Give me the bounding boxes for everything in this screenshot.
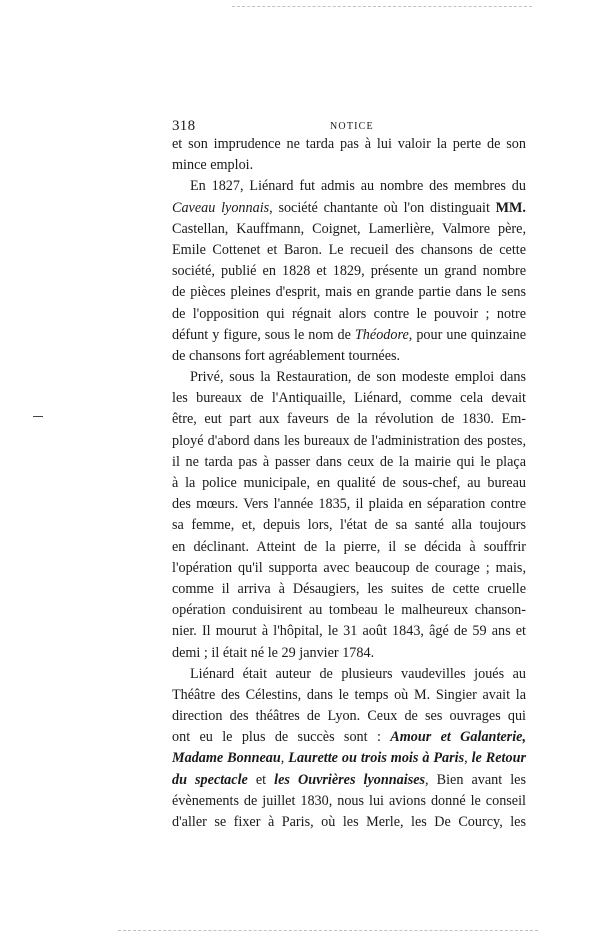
text-line [172,304,526,325]
text-segment: Théodore [354,326,409,343]
text-line [172,325,526,346]
text-line [172,367,526,388]
text-segment: Théâtre des Célestins, dans le temps où M. Singier avait la [172,686,526,703]
text-segment: , [280,750,289,767]
text-line [172,643,526,664]
text-line [172,282,526,303]
text-line [172,685,526,706]
text-segment: de l'opposition qui régnait alors contre le pouvoir ; notre [172,305,526,322]
text-segment: Privé, sous la Restauration, de son modeste emploi dans [190,369,526,386]
text-segment: en déclinant. Atteint de la pierre, il se décida à souffrir [172,538,526,555]
text-segment: nier. Il mourut à l'hôpital, le 31 août 1843, âgé de 59 ans et [172,623,526,640]
text-line [172,346,526,367]
margin-mark [33,416,43,417]
text-line [172,494,526,515]
text-line [172,240,526,261]
text-line [172,706,526,727]
text-line [172,515,526,536]
text-line [172,452,526,473]
scan-artifact-top [232,6,532,7]
body-text [172,134,526,833]
text-segment: ployé d'abord dans les bureaux de l'administration des postes, [172,432,526,449]
text-segment: Castellan, Kauffmann, Coignet, Lamerlière, Valmore père, [172,220,526,237]
text-line [172,579,526,600]
text-segment: Laurette ou trois mois à Paris [288,750,465,767]
text-segment: des mœurs. Vers l'année 1835, il plaida en séparation contre [172,496,526,513]
text-segment: , [464,750,472,767]
text-segment: et son imprudence ne tarda pas à lui valoir la perte de son [172,136,526,152]
text-line [172,198,526,219]
text-segment: mince emploi. [172,157,254,174]
text-segment: il ne tarda pas à passer dans ceux de la mairie qui le plaça [172,453,526,470]
text-line [172,431,526,452]
text-line [172,600,526,621]
text-line [172,621,526,642]
text-segment: , pour une quinzaine [408,326,527,343]
text-segment: évènements de juillet 1830, nous lui avions donné le conseil [172,792,526,809]
text-segment: le Retour [471,750,526,767]
text-line [172,748,526,769]
text-segment: de pièces pleines d'esprit, mais en grande partie dans le sens [172,284,526,301]
text-line [172,537,526,558]
text-segment: En 1827, Liénard fut admis au nombre des membres du [190,178,526,195]
text-segment: MM. [495,199,526,216]
text-segment: opération conduisirent au tombeau le malheureux chanson- [172,602,526,619]
text-line [172,664,526,685]
text-segment: Caveau lyonnais [172,199,270,216]
text-line [172,727,526,748]
text-segment: sa femme, et, depuis lors, l'état de sa santé alla toujours [172,517,526,534]
text-line [172,155,526,176]
text-segment: les Ouvrières lyonnaises [274,771,426,788]
text-line [172,261,526,282]
text-line [172,176,526,197]
text-segment: l'opération qu'il supporta avec beaucoup de courage ; mais, [172,559,526,576]
text-segment: société, publié en 1828 et 1829, présente un grand nombre [172,263,526,280]
text-segment: à la police municipale, en qualité de sous-chef, au bureau [172,475,526,491]
text-segment: Amour et Galanterie, [390,729,526,746]
text-line [172,770,526,791]
text-segment: d'aller se fixer à Paris, où les Merle, les De Courcy, les [172,814,526,830]
text-line [172,134,526,155]
text-segment: et [247,771,275,788]
text-line [172,558,526,579]
text-segment: Madame Bonneau [172,750,281,767]
text-segment: de chansons fort agréablement tournées. [172,347,401,364]
text-line [172,791,526,812]
text-segment: être, eut part aux faveurs de la révolution de 1830. Em- [172,411,526,428]
text-segment: demi ; il était né le 29 janvier 1784. [172,644,375,661]
text-segment: Emile Cottenet et Baron. Le recueil des chansons de cette [172,241,526,258]
text-segment: les bureaux de l'Antiquaille, Liénard, comme cela devait [172,390,526,407]
text-segment: , société chantante où l'on distinguait [269,199,496,216]
text-line [172,388,526,409]
text-segment: , Bien avant les [425,771,526,788]
scan-artifact-bottom [118,930,538,931]
text-segment: comme il arriva à Désaugiers, les suites de cette cruelle [172,580,526,597]
text-line [172,473,526,494]
text-line [172,219,526,240]
text-segment: direction des théâtres de Lyon. Ceux de ses ouvrages qui [172,708,526,725]
running-head: NOTICE [330,121,374,132]
page-number: 318 [172,118,196,134]
text-segment: Liénard était auteur de plusieurs vaudevilles joués au [190,665,526,682]
text-segment: du spectacle [172,771,248,788]
text-line [172,812,526,833]
text-line [172,409,526,430]
text-segment: défunt y figure, sous le nom de [172,326,355,343]
text-segment: ont eu le plus de succès sont : [172,729,391,746]
